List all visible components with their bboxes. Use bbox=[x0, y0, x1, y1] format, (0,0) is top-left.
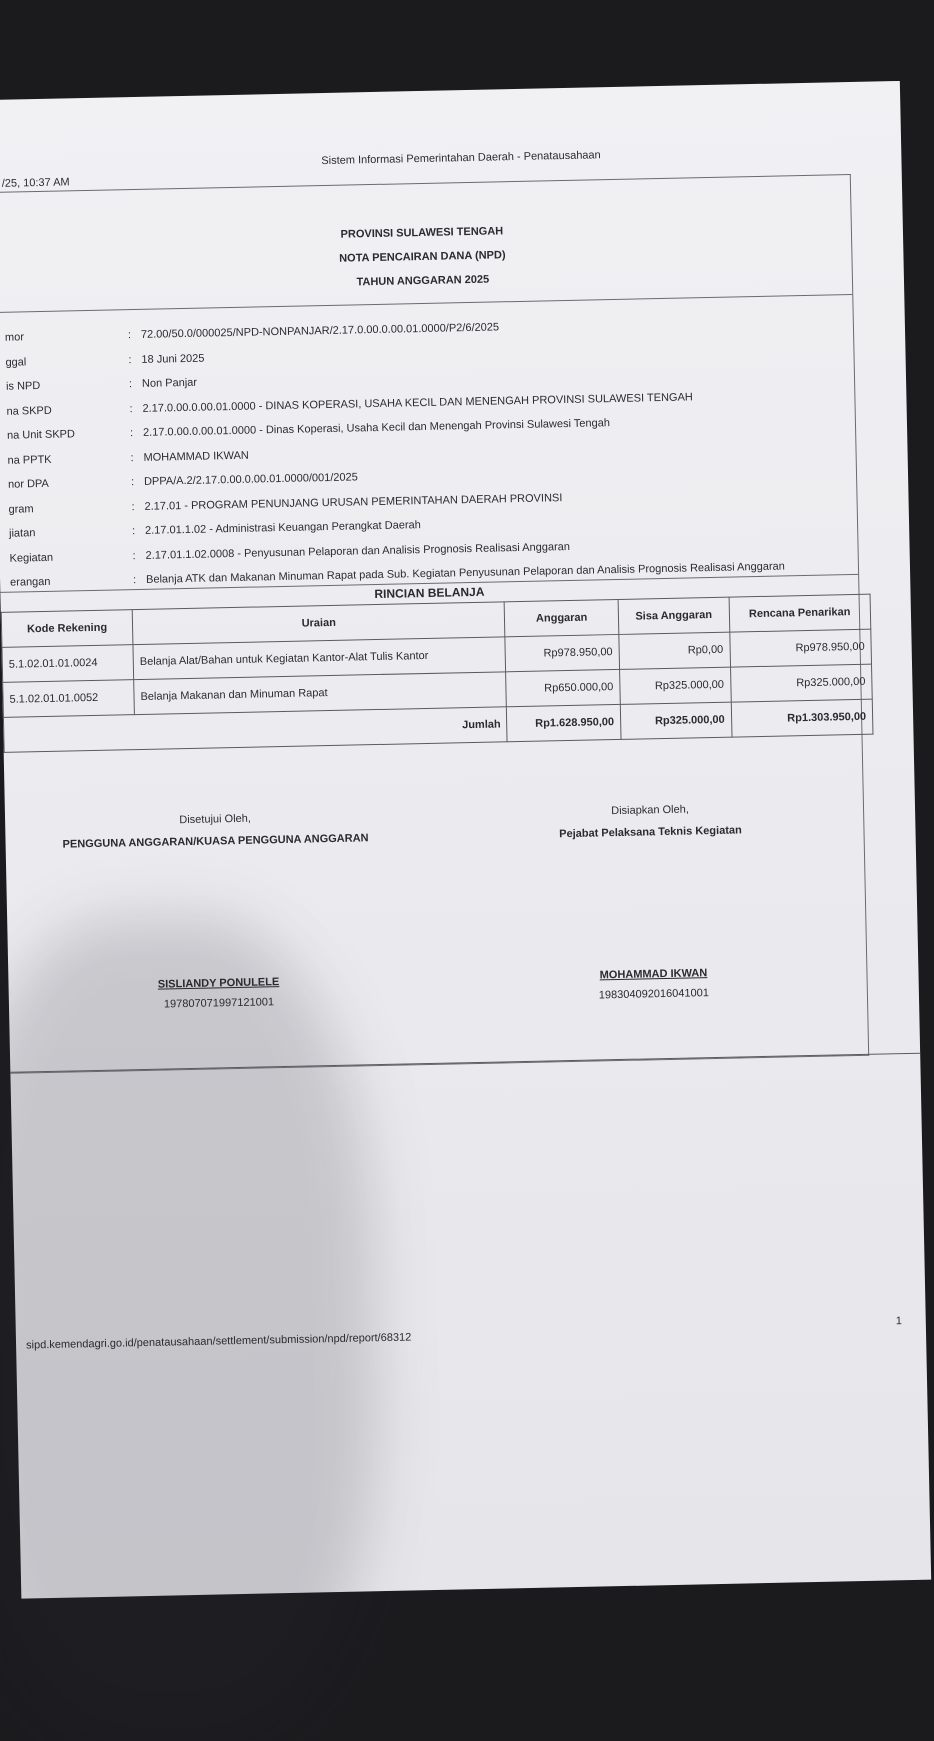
report-url: sipd.kemendagri.go.id/penatausahaan/settlement/submission/npd/report/68312 bbox=[25, 1331, 412, 1352]
page-number: 1 bbox=[895, 1315, 903, 1328]
preparer-nip: 198304092016041001 bbox=[598, 987, 710, 1002]
document-page bbox=[0, 81, 931, 1599]
total-sisa-anggaran: Rp325.000,00 bbox=[620, 702, 731, 739]
meta-value: 2.17.0.00.0.00.01.0000 - DINAS KOPERASI, USAHA KECIL DAN MENENGAH PROVINSI SULAWESI TENGAH bbox=[142, 390, 693, 415]
col-rencana-penarikan: Rencana Penarikan bbox=[729, 594, 871, 632]
kode-rekening: 5.1.02.01.01.0024 bbox=[2, 645, 134, 683]
meta-row-pptk: na PPTK : MOHAMMAD IKWAN bbox=[7, 449, 249, 467]
rincian-title: RINCIAN BELANJA bbox=[374, 584, 485, 602]
meta-label: na Unit SKPD bbox=[6, 428, 76, 442]
meta-value: 18 Juni 2025 bbox=[141, 352, 205, 366]
sisa-anggaran: Rp325.000,00 bbox=[619, 667, 730, 704]
rincian-belanja-table bbox=[1, 594, 874, 753]
meta-value: Belanja ATK dan Makanan Minuman Rapat pada Sub. Kegiatan Penyusunan Pelaporan dan Analisis Prognosis Realisasi Anggaran bbox=[145, 560, 785, 586]
meta-row-skpd: na SKPD : 2.17.0.00.0.00.01.0000 - DINAS KOPERASI, USAHA KECIL DAN MENENGAH PROVINSI SULAWESI TENGAH bbox=[6, 390, 693, 418]
meta-label: is NPD bbox=[5, 380, 41, 393]
meta-value: 72.00/50.0/000025/NPD-NONPANJAR/2.17.0.00.0.00.01.0000/P2/6/2025 bbox=[140, 321, 500, 341]
meta-value: DPPA/A.2/2.17.0.00.0.00.01.0000/001/2025 bbox=[143, 471, 358, 488]
meta-row-kegiatan: jiatan : 2.17.01.1.02 - Administrasi Keuangan Perangkat Daerah bbox=[8, 519, 421, 540]
total-rencana-penarikan: Rp1.303.950,00 bbox=[731, 699, 873, 737]
meta-value: 2.17.0.00.0.00.01.0000 - Dinas Koperasi, Usaha Kecil dan Menengah Provinsi Sulawesi Tengah bbox=[142, 417, 611, 439]
meta-label: na PPTK bbox=[7, 453, 52, 467]
meta-row-jenis: is NPD : Non Panjar bbox=[5, 376, 198, 393]
kode-rekening: 5.1.02.01.01.0052 bbox=[3, 680, 135, 718]
preparer-caption: Disiapkan Oleh, bbox=[611, 803, 689, 818]
meta-label: ggal bbox=[5, 355, 27, 369]
preparer-name: MOHAMMAD IKWAN bbox=[599, 967, 708, 982]
meta-label: na SKPD bbox=[6, 404, 52, 418]
meta-row-tanggal: ggal : 18 Juni 2025 bbox=[5, 352, 205, 369]
approver-role: PENGGUNA ANGGARAN/KUASA PENGGUNA ANGGARAN bbox=[62, 832, 369, 851]
rencana-penarikan: Rp325.000,00 bbox=[730, 664, 872, 702]
meta-label: Kegiatan bbox=[9, 551, 54, 565]
anggaran: Rp978.950,00 bbox=[505, 634, 619, 671]
col-uraian: Uraian bbox=[132, 602, 505, 645]
meta-label: nor DPA bbox=[7, 477, 49, 491]
uraian: Belanja Alat/Bahan untuk Kegiatan Kantor-Alat Tulis Kantor bbox=[133, 637, 506, 680]
print-timestamp: /25, 10:37 AM bbox=[1, 176, 70, 190]
meta-row-keterangan: erangan : Belanja ATK dan Makanan Minuman Rapat pada Sub. Kegiatan Penyusunan Pelaporan dan Analisis Prognosis Realisasi Anggaran bbox=[9, 560, 785, 589]
meta-label: erangan bbox=[9, 575, 51, 589]
meta-row-program: gram : 2.17.01 - PROGRAM PENUNJANG URUSAN PEMERINTAHAN DAERAH PROVINSI bbox=[8, 491, 563, 516]
col-sisa-anggaran: Sisa Anggaran bbox=[618, 597, 729, 634]
meta-row-dpa: nor DPA : DPPA/A.2/2.17.0.00.0.00.01.0000/001/2025 bbox=[7, 471, 358, 491]
preparer-role: Pejabat Pelaksana Teknis Kegiatan bbox=[559, 824, 742, 841]
col-kode-rekening: Kode Rekening bbox=[1, 610, 133, 648]
meta-label: gram bbox=[8, 502, 34, 516]
meta-row-unit-skpd: na Unit SKPD : 2.17.0.00.0.00.01.0000 - Dinas Koperasi, Usaha Kecil dan Menengah Provinsi Sulawesi Tengah bbox=[6, 417, 611, 442]
system-name: Sistem Informasi Pemerintahan Daerah - Penatausahaan bbox=[321, 149, 601, 168]
approver-caption: Disetujui Oleh, bbox=[179, 812, 251, 827]
anggaran: Rp650.000,00 bbox=[506, 669, 620, 706]
meta-label: mor bbox=[4, 331, 25, 344]
document-title: NOTA PENCAIRAN DANA (NPD) bbox=[339, 249, 506, 265]
total-anggaran: Rp1.628.950,00 bbox=[507, 704, 621, 741]
uraian: Belanja Makanan dan Minuman Rapat bbox=[134, 672, 507, 715]
signature-approver bbox=[35, 810, 399, 1013]
meta-value: 2.17.01.1.02.0008 - Penyusunan Pelaporan dan Analisis Prognosis Realisasi Anggaran bbox=[145, 540, 571, 562]
meta-value: Non Panjar bbox=[141, 376, 198, 390]
rencana-penarikan: Rp978.950,00 bbox=[729, 629, 871, 667]
meta-value: MOHAMMAD IKWAN bbox=[143, 449, 249, 464]
meta-value: 2.17.01 - PROGRAM PENUNJANG URUSAN PEMERINTAHAN DAERAH PROVINSI bbox=[144, 491, 563, 513]
meta-row-sub-kegiatan: Kegiatan : 2.17.01.1.02.0008 - Penyusunan Pelaporan dan Analisis Prognosis Realisasi Anggaran bbox=[9, 540, 571, 565]
sisa-anggaran: Rp0,00 bbox=[619, 632, 730, 669]
approver-name: SISLIANDY PONULELE bbox=[157, 976, 280, 991]
meta-label: jiatan bbox=[8, 527, 36, 540]
province-title: PROVINSI SULAWESI TENGAH bbox=[340, 225, 504, 241]
total-label: Jumlah bbox=[3, 707, 507, 753]
col-anggaran: Anggaran bbox=[505, 599, 619, 636]
meta-row-nomor: mor : 72.00/50.0/000025/NPD-NONPANJAR/2.17.0.00.0.00.01.0000/P2/6/2025 bbox=[4, 321, 500, 344]
approver-nip: 197807071997121001 bbox=[163, 996, 275, 1011]
budget-year: TAHUN ANGGARAN 2025 bbox=[356, 273, 490, 289]
signature-preparer bbox=[535, 802, 769, 1003]
meta-value: 2.17.01.1.02 - Administrasi Keuangan Perangkat Daerah bbox=[144, 519, 421, 537]
